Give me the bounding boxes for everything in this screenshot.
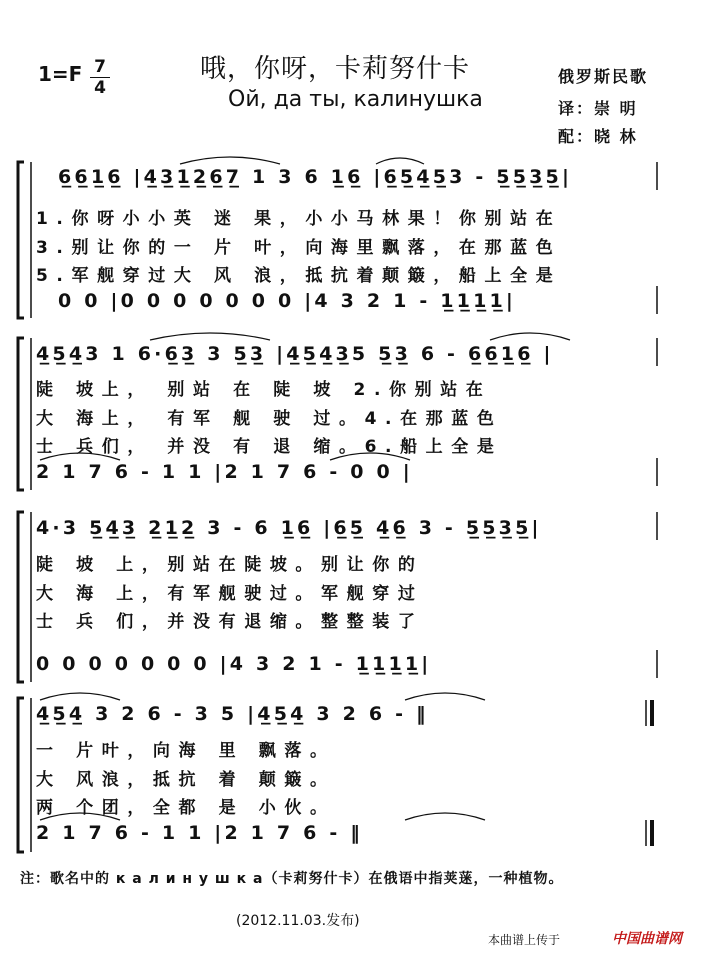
system-1-lyric-1: 1.你呀小小英 迷 果，小小马林果！你别站在 — [36, 209, 562, 229]
system-1-lyric-2: 3.别让你的一 片 叶，向海里飘落，在那蓝色 — [36, 238, 562, 258]
system-4-lyric-2: 大 风浪，抵抗 着 颠簸。 — [36, 770, 336, 790]
system-4-lyric-3: 两 个团，全都 是 小伙。 — [36, 798, 336, 818]
system-4-melody: 4̲5̲4̲ 3 2 6 - 3 5 |4̲5̲4̲ 3 2 6 - ‖ — [36, 703, 429, 725]
system-4-lyric-1: 一 片叶，向海 里 飘落。 — [36, 741, 336, 761]
publish-date: (2012.11.03.发布) — [236, 913, 360, 929]
system-2-lyric-2: 大 海上， 有军 舰 驶 过。4.在那蓝色 — [36, 409, 503, 429]
meter-bottom: 4 — [94, 78, 106, 98]
bracket-system-4 — [18, 698, 24, 852]
system-1-lyric-3: 5.军舰穿过大 风 浪，抵抗着颠簸，船上全是 — [36, 266, 562, 286]
key-signature: 1=F — [38, 62, 83, 86]
system-1-melody: 6̲6̲1̲6̲ |4̲3̲1̲2̲6̲7̲ 1 3 6 1̲6̲ |6̲5̲4̲5̲3 - 5̲5̲3̲5̲| — [58, 166, 573, 188]
system-3-lyric-3: 士 兵 们，并没有退缩。整整装了 — [36, 612, 424, 632]
system-3-lyric-2: 大 海 上，有军舰驶过。军舰穿过 — [36, 584, 424, 604]
system-3-lyric-1: 陡 坡 上，别站在陡坡。别让你的 — [36, 555, 424, 575]
translator-credit: 译：崇 明 — [558, 99, 638, 118]
system-2-lyric-3: 士 兵们， 并没 有 退 缩。6.船上全是 — [36, 437, 503, 457]
system-3-melody: 4·3 5̲4̲3̲ 2̲1̲2̲ 3 - 6 1̲6̲ |6̲5̲ 4̲6̲ 3 - 5̲5̲3̲5̲| — [36, 517, 542, 539]
footnote: 注：歌名中的 к а л и н у ш к а（卡莉努什卡）在俄语中指荚蒾，一种植物。 — [20, 871, 564, 887]
bracket-system-1 — [18, 162, 24, 318]
origin-credit: 俄罗斯民歌 — [558, 67, 649, 86]
meter-top: 7 — [94, 57, 106, 77]
arranger-credit: 配：晓 林 — [558, 127, 638, 146]
title-chinese: 哦，你呀，卡莉努什卡 — [200, 54, 471, 84]
bracket-system-3 — [18, 512, 24, 682]
system-2-lyric-1: 陡 坡上， 别站 在 陡 坡 2.你别站在 — [36, 380, 492, 400]
system-2-bass: 2 1 7 6 - 1 1 |2 1 7 6 - 0 0 | — [36, 461, 413, 483]
upload-text: 本曲谱上传于 — [488, 933, 561, 947]
system-3-bass: 0 0 0 0 0 0 0 |4 3 2 1 - 1̲1̲1̲1̲| — [36, 653, 432, 675]
title-russian: Ой, да ты, калинушка — [228, 87, 483, 112]
system-1-bass: 0 0 |0 0 0 0 0 0 0 |4 3 2 1 - 1̲1̲1̲1̲| — [58, 290, 517, 312]
system-2-melody: 4̲5̲4̲3 1 6·6̲3̲ 3 5̲3̲ |4̲5̲4̲3̲5 5̲3̲ 6 - 6̲6̲1̲6̲ | — [36, 343, 554, 365]
bracket-system-2 — [18, 338, 24, 490]
system-4-bass: 2 1 7 6 - 1 1 |2 1 7 6 - ‖ — [36, 822, 363, 844]
site-logo: 中国曲谱网 — [612, 931, 682, 947]
